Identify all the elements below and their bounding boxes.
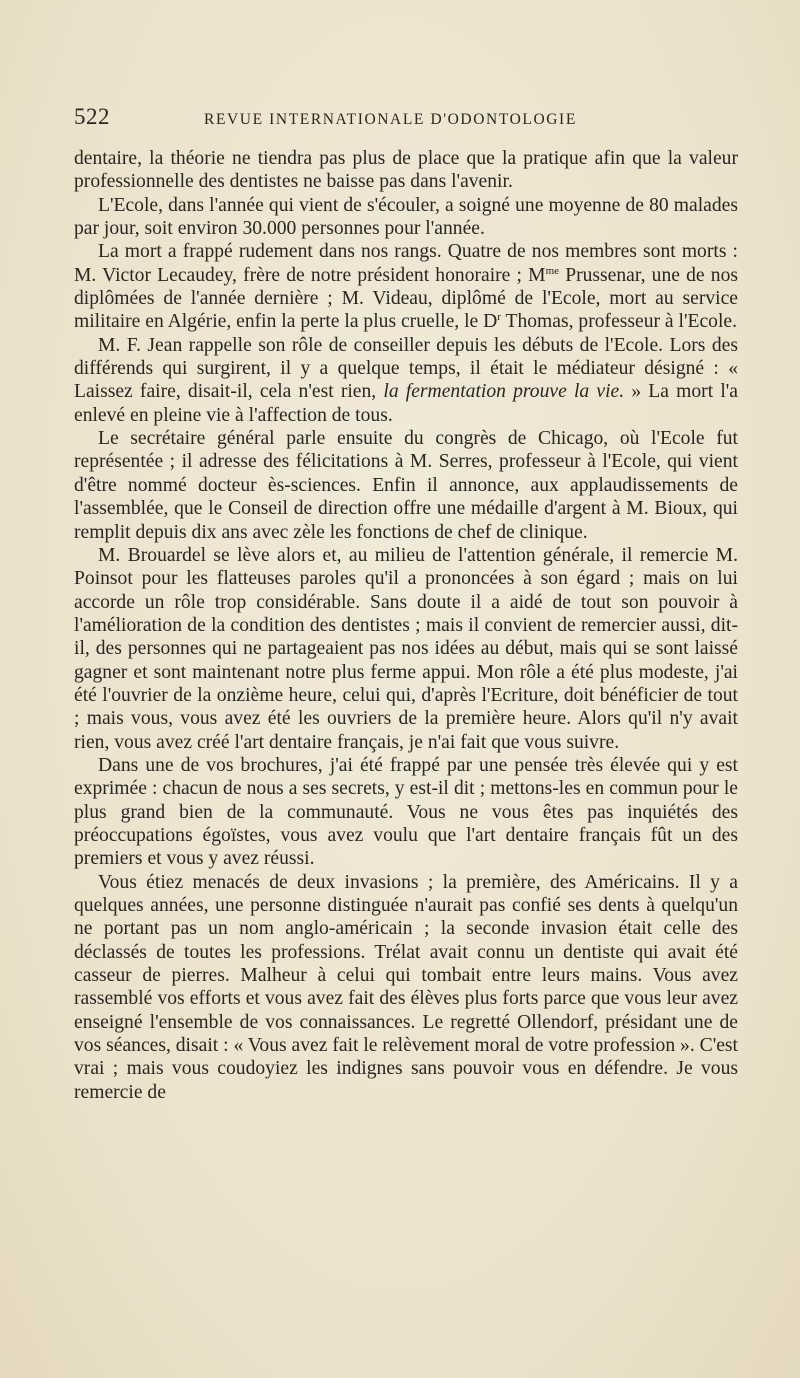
paragraph	[74, 240, 738, 333]
italic-quote: la fermentation prouve la vie.	[383, 381, 625, 403]
paragraph: dentaire, la théorie ne tiendra pas plus de place que la pratique afin que la valeur professionnelle des dentistes ne baisse pas dans l'avenir.	[74, 148, 738, 193]
paragraph-text: La mort a frappé rudement dans nos rangs. Quatre de nos membres sont morts : M. Victor Lecaudey, frère de notre président honoraire ; M	[74, 241, 738, 286]
paragraph-text: M. F. Jean rappelle son rôle de conseiller depuis les débuts de l'Ecole. Lors des différends qui surgirent, il y a quelque temps, il était le médiateur désigné : « Laissez faire, disait-il, cela n'est rien,	[74, 334, 738, 403]
body-text	[74, 147, 738, 1104]
paragraph: L'Ecole, dans l'année qui vient de s'écouler, a soigné une moyenne de 80 malades par jour, soit environ 30.000 personnes pour l'année.	[74, 194, 738, 240]
page-header	[74, 104, 738, 134]
paragraph	[74, 334, 738, 427]
paragraph: M. Brouardel se lève alors et, au milieu de l'attention générale, il remercie M. Poinsot pour les flatteuses paroles qu'il a prononcées à son égard ; mais on lui accorde un rôle trop considérable. Sans doute il a aidé de tout son pouvoir à l'amélioration de la condition des dentistes ; mais il convient de remercier aussi, dit-il, des personnes qui ne partageaient pas nos idées au début, mais qui se sont laissé gagner et sont maintenant notre plus ferme appui. Mon rôle a été plus modeste, j'ai été l'ouvrier de la onzième heure, celui qui, d'après l'Ecriture, doit bénéficier de tout ; mais vous, vous avez été les ouvriers de la première heure. Alors qu'il n'y avait rien, vous avez créé l'art dentaire français, je n'ai fait que vous suivre.	[74, 544, 738, 753]
paragraph-text: » La mort l'a enlevé en pleine vie à l'affection de tous.	[74, 381, 739, 426]
paragraph-text: Prussenar, une de nos diplômées de l'année dernière ; M. Videau, diplômé de l'Ecole, mort au service militaire en Algérie, enfin la perte la plus cruelle, le D	[74, 264, 738, 333]
superscript: me	[545, 264, 560, 277]
paragraph-text: Thomas, professeur à l'Ecole.	[500, 311, 737, 333]
paragraph: Dans une de vos brochures, j'ai été frappé par une pensée très élevée qui y est exprimée : chacun de nous a ses secrets, y est-il dit ; mettons-les en commun pour le plus grand bien de la communauté. Vous ne vous êtes pas inquiétés des préoccupations égoïstes, vous avez voulu que l'art dentaire français fût un des premiers et vous y avez réussi.	[74, 754, 738, 870]
page-number: 522	[74, 104, 110, 129]
running-title: REVUE INTERNATIONALE D'ODONTOLOGIE	[204, 111, 577, 128]
paragraph: Vous étiez menacés de deux invasions ; la première, des Américains. Il y a quelques années, une personne distinguée n'aurait pas confié ses dents à quelqu'un ne portant pas un nom anglo-américain ; la seconde invasion était celle des déclassés de toutes les professions. Trélat avait connu un dentiste qui avait été casseur de pierres. Malheur à celui qui tombait entre leurs mains. Vous avez rassemblé vos efforts et vous avez fait des élèves plus forts parce que vous leur avez enseigné l'ensemble de vos connaissances. Le regretté Ollendorf, présidant une de vos séances, disait : « Vous avez fait le relèvement moral de votre profession ». C'est vrai ; mais vous coudoyiez les indignes sans pouvoir vous en défendre. Je vous remercie de	[74, 871, 738, 1103]
superscript: r	[497, 311, 501, 324]
paragraph: Le secrétaire général parle ensuite du congrès de Chicago, où l'Ecole fut représentée ; il adresse des félicitations à M. Serres, professeur à l'Ecole, qui vient d'être nommé docteur ès-sciences. Enfin il annonce, aux applaudissements de l'assemblée, que le Conseil de direction offre une médaille d'argent à M. Bioux, qui remplit depuis dix ans avec zèle les fonctions de chef de clinique.	[74, 428, 738, 543]
